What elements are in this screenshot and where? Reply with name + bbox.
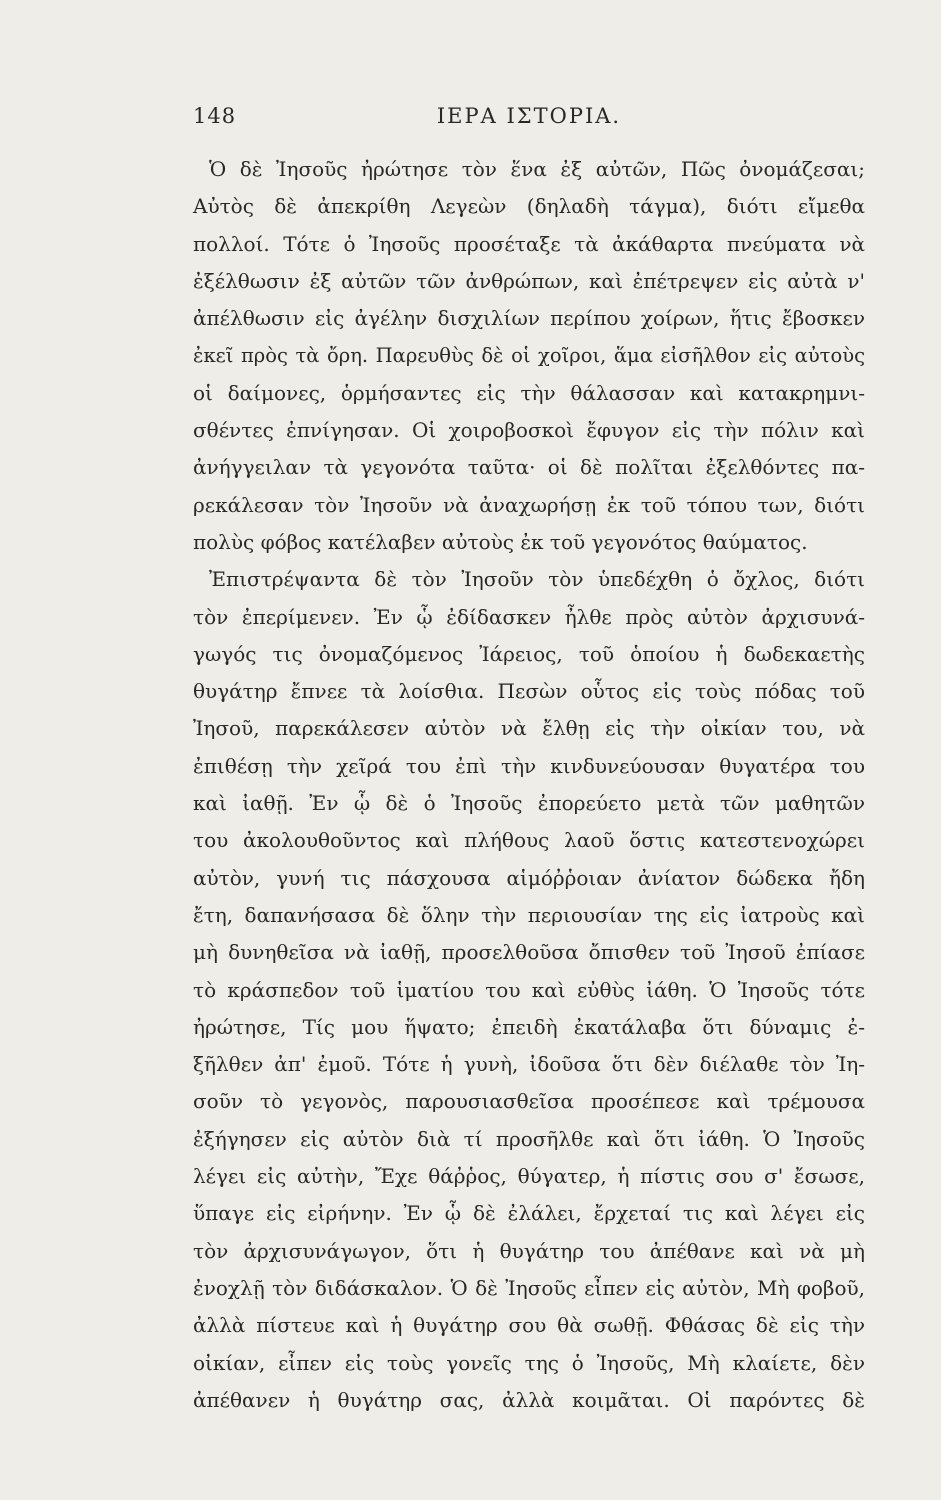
page-header bbox=[193, 104, 865, 134]
text-line: ἀπέθανεν ἡ θυγάτηρ σας, ἀλλὰ κοιμᾶται. Οἱ παρόντες δὲ bbox=[193, 1387, 865, 1412]
body-text bbox=[193, 151, 865, 1419]
text-line: τὸν ἐπερίμενεν. Ἐν ᾧ ἐδίδασκεν ἦλθε πρὸς αὐτὸν ἀρχισυνά- bbox=[193, 604, 865, 629]
text-line: ἠρώτησε, Τίς μου ἥψατο; ἐπειδὴ ἐκατάλαβα ὅτι δύναμις ἐ- bbox=[193, 1014, 865, 1039]
text-line: ρεκάλεσαν τὸν Ἰησοῦν νὰ ἀναχωρήσῃ ἐκ τοῦ τόπου των, διότι bbox=[193, 492, 865, 517]
text-line: πολλοί. Τότε ὁ Ἰησοῦς προσέταξε τὰ ἀκάθαρτα πνεύματα νὰ bbox=[193, 231, 865, 256]
text-line: σοῦν τὸ γεγονὸς, παρουσιασθεῖσα προσέπεσε καὶ τρέμουσα bbox=[193, 1089, 865, 1114]
text-line: σθέντες ἐπνίγησαν. Οἱ χοιροβοσκοὶ ἔφυγον εἰς τὴν πόλιν καὶ bbox=[193, 418, 865, 443]
text-line: Ἰησοῦ, παρεκάλεσεν αὐτὸν νὰ ἔλθῃ εἰς τὴν οἰκίαν του, νὰ bbox=[193, 716, 865, 741]
text-line: Ἐπιστρέψαντα δὲ τὸν Ἰησοῦν τὸν ὑπεδέχθη ὁ ὄχλος, διότι bbox=[209, 567, 865, 592]
text-line: ἐξήγησεν εἰς αὐτὸν διὰ τί προσῆλθε καὶ ὅτι ἰάθη. Ὁ Ἰησοῦς bbox=[193, 1126, 865, 1151]
text-line: γωγός τις ὀνομαζόμενος Ἰάρειος, τοῦ ὁποίου ἡ δωδεκαετὴς bbox=[193, 641, 865, 666]
text-line: ἀλλὰ πίστευε καὶ ἡ θυγάτηρ σου θὰ σωθῇ. Φθάσας δὲ εἰς τὴν bbox=[193, 1313, 865, 1338]
text-line: Ὁ δὲ Ἰησοῦς ἠρώτησε τὸν ἕνα ἐξ αὐτῶν, Πῶς ὀνομάζεσαι; bbox=[209, 157, 865, 181]
text-line: ἐξέλθωσιν ἐξ αὐτῶν τῶν ἀνθρώπων, καὶ ἐπέτρεψεν εἰς αὐτὰ ν' bbox=[193, 268, 865, 293]
text-line: λέγει εἰς αὐτὴν, Ἔχε θάῤῥος, θύγατερ, ἡ πίστις σου σ' ἔσωσε, bbox=[193, 1164, 865, 1189]
text-line: ἐκεῖ πρὸς τὰ ὄρη. Παρευθὺς δὲ οἱ χοῖροι, ἅμα εἰσῆλθον εἰς αὐτοὺς bbox=[193, 344, 865, 368]
text-line: ξῆλθεν ἀπ' ἐμοῦ. Τότε ἡ γυνὴ, ἰδοῦσα ὅτι δὲν διέλαθε τὸν Ἰη- bbox=[193, 1052, 865, 1077]
text-line: τὸν ἀρχισυνάγωγον, ὅτι ἡ θυγάτηρ του ἀπέθανε καὶ νὰ μὴ bbox=[193, 1238, 865, 1263]
text-line: ὕπαγε εἰς εἰρήνην. Ἐν ᾧ δὲ ἐλάλει, ἔρχεταί τις καὶ λέγει εἰς bbox=[193, 1201, 865, 1226]
text-line: οἰκίαν, εἶπεν εἰς τοὺς γονεῖς της ὁ Ἰησοῦς, Μὴ κλαίετε, δὲν bbox=[193, 1350, 865, 1375]
running-title: ΙΕΡΑ ΙΣΤΟΡΙΑ. bbox=[436, 104, 622, 128]
text-line: ἀνήγγειλαν τὰ γεγονότα ταῦτα· οἱ δὲ πολῖται ἐξελθόντες πα- bbox=[193, 455, 865, 480]
text-line: πολὺς φόβος κατέλαβεν αὐτοὺς ἐκ τοῦ γεγονότος θαύματος. bbox=[193, 529, 808, 554]
text-line: ἔτη, δαπανήσασα δὲ ὅλην τὴν περιουσίαν της εἰς ἰατροὺς καὶ bbox=[193, 902, 865, 927]
text-line: του ἀκολουθοῦντος καὶ πλήθους λαοῦ ὅστις κατεστενοχώρει bbox=[193, 828, 865, 853]
text-line: ἀπέλθωσιν εἰς ἀγέλην δισχιλίων περίπου χοίρων, ἥτις ἔβοσκεν bbox=[193, 306, 865, 331]
text-line: αὐτὸν, γυνή τις πάσχουσα αἱμόῤῥοιαν ἀνίατον δώδεκα ἤδη bbox=[193, 865, 865, 890]
text-line: τὸ κράσπεδον τοῦ ἱματίου του καὶ εὐθὺς ἰάθη. Ὁ Ἰησοῦς τότε bbox=[193, 977, 865, 1002]
text-line: ἐνοχλῇ τὸν διδάσκαλον. Ὁ δὲ Ἰησοῦς εἶπεν εἰς αὐτὸν, Μὴ φοβοῦ, bbox=[193, 1275, 865, 1300]
text-line: οἱ δαίμονες, ὁρμήσαντες εἰς τὴν θάλασσαν καὶ κατακρημνι- bbox=[193, 380, 865, 405]
page-number: 148 bbox=[193, 104, 237, 128]
text-line: Αὐτὸς δὲ ἀπεκρίθη Λεγεὼν (δηλαδὴ τάγμα), διότι εἴμεθα bbox=[193, 194, 865, 219]
text-line: ἐπιθέσῃ τὴν χεῖρά του ἐπὶ τὴν κινδυνεύουσαν θυγατέρα του bbox=[193, 753, 865, 778]
text-line: μὴ δυνηθεῖσα νὰ ἰαθῇ, προσελθοῦσα ὄπισθεν τοῦ Ἰησοῦ ἐπίασε bbox=[193, 940, 865, 965]
text-line: θυγάτηρ ἔπνεε τὰ λοίσθια. Πεσὼν οὗτος εἰς τοὺς πόδας τοῦ bbox=[193, 679, 865, 704]
text-line: καὶ ἰαθῇ. Ἐν ᾧ δὲ ὁ Ἰησοῦς ἐπορεύετο μετὰ τῶν μαθητῶν bbox=[193, 791, 865, 816]
